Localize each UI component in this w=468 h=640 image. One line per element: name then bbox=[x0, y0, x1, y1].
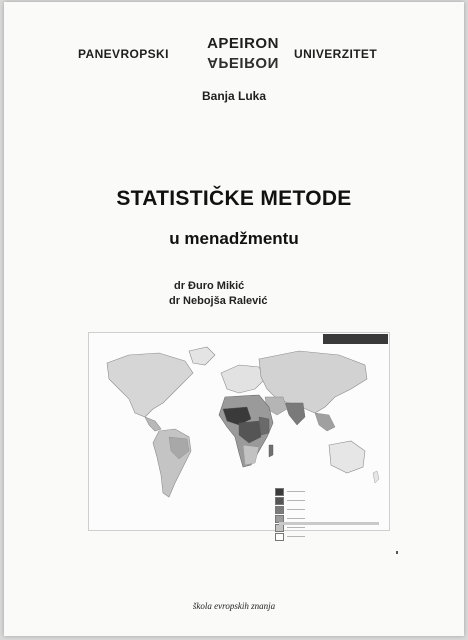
east-africa-region bbox=[259, 417, 269, 435]
logo-text-mirrored: APEIRON bbox=[207, 54, 279, 71]
publisher-series: škola evropskih znanja bbox=[192, 601, 276, 611]
apeiron-logo bbox=[197, 35, 289, 79]
book-title: STATISTIČKE METODE bbox=[116, 187, 352, 210]
southern-africa-region bbox=[243, 445, 259, 465]
author-name: dr Nebojša Ralević bbox=[169, 295, 268, 307]
city-name: Banja Luka bbox=[201, 89, 267, 103]
legend-item bbox=[275, 483, 305, 490]
southeast-asia-shape bbox=[315, 413, 335, 431]
greenland-shape bbox=[189, 347, 215, 365]
publisher-header bbox=[4, 35, 464, 85]
north-america-shape bbox=[107, 353, 193, 417]
legend-swatch bbox=[275, 533, 284, 541]
south-asia-shape bbox=[285, 403, 305, 425]
map-source-line bbox=[279, 522, 379, 525]
legend-item bbox=[275, 492, 305, 499]
world-map-figure bbox=[88, 332, 390, 531]
central-america-shape bbox=[145, 417, 161, 431]
book-subtitle: u menadžmentu bbox=[169, 229, 299, 248]
print-mark bbox=[396, 551, 398, 554]
australia-shape bbox=[329, 441, 365, 473]
logo-text: APEIRON bbox=[207, 35, 279, 52]
legend-label-line bbox=[287, 536, 305, 537]
legend-item bbox=[275, 510, 305, 517]
europe-shape bbox=[221, 365, 265, 393]
map-legend bbox=[275, 483, 305, 537]
new-zealand-shape bbox=[373, 471, 379, 483]
university-name-left: PANEVROPSKI bbox=[78, 47, 169, 61]
author-name: dr Đuro Mikić bbox=[174, 280, 245, 292]
legend-item bbox=[275, 528, 305, 535]
book-cover bbox=[4, 2, 464, 636]
legend-item bbox=[275, 501, 305, 508]
madagascar-shape bbox=[269, 445, 273, 457]
university-name-right: UNIVERZITET bbox=[294, 47, 378, 61]
world-map bbox=[89, 333, 389, 530]
